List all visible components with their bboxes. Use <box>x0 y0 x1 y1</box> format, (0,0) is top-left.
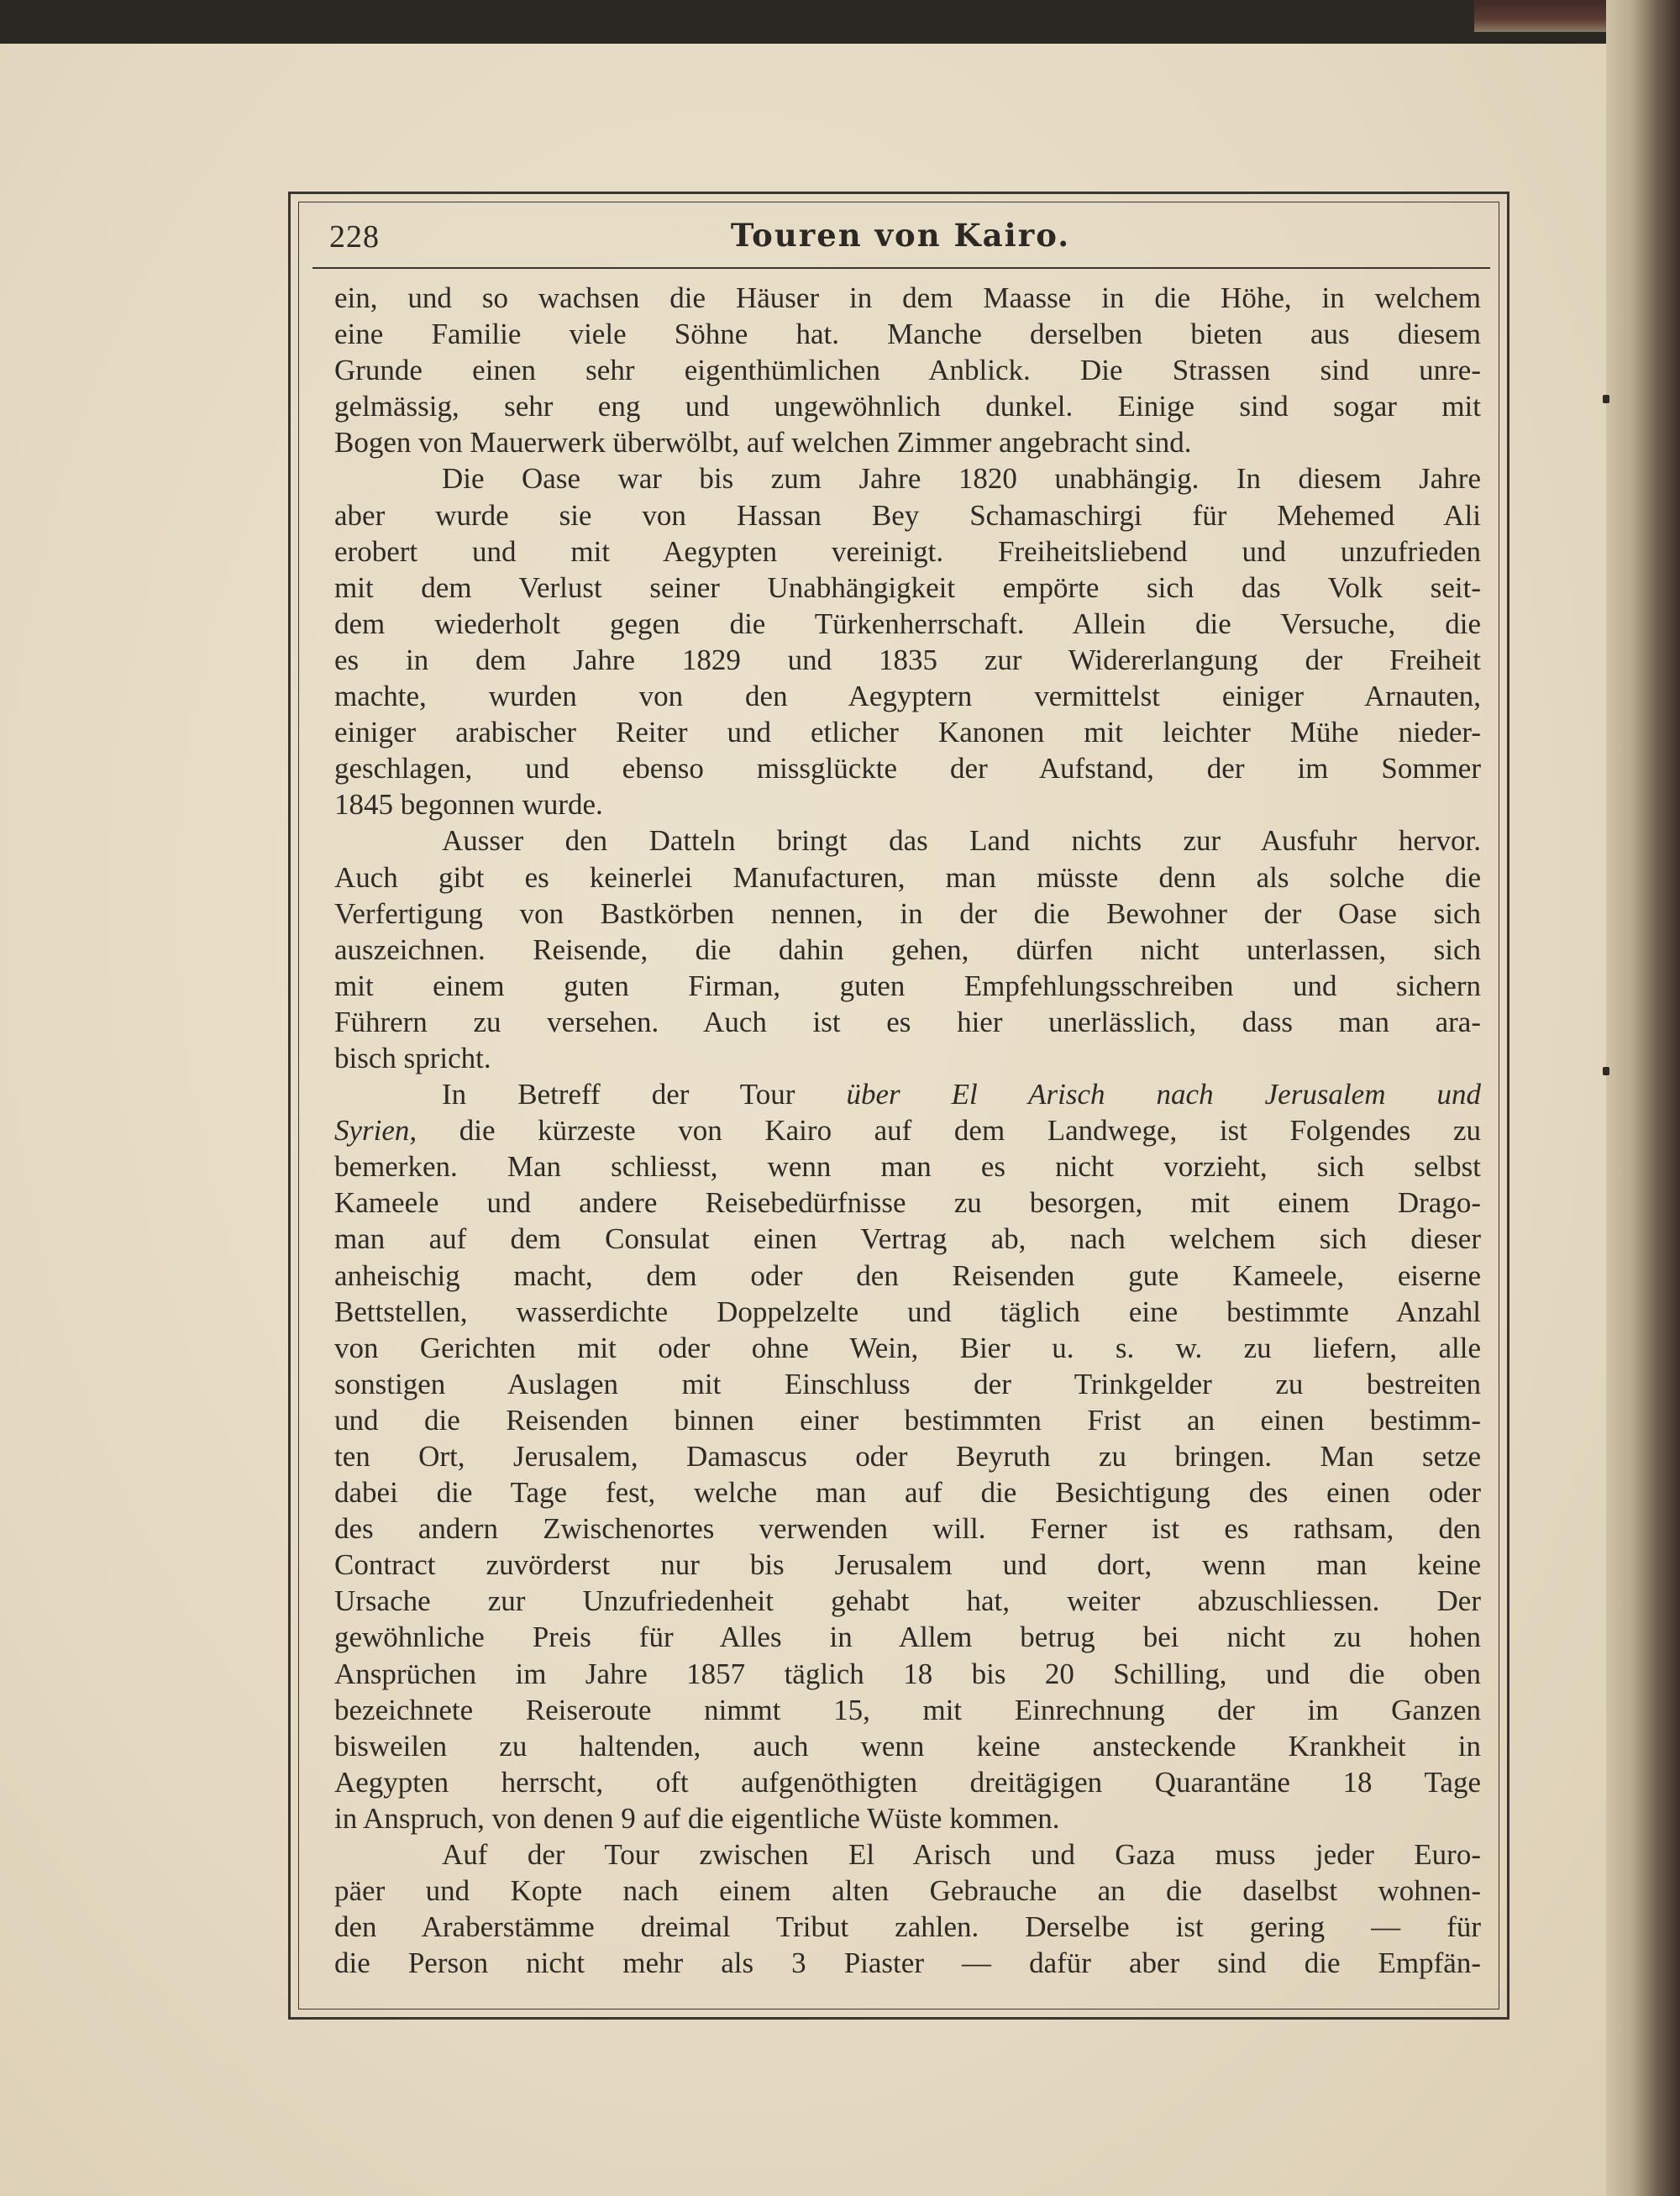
paragraph-start-line <box>334 1076 1481 1112</box>
text-line: dabei die Tage fest, welche man auf die Besichtigung des einen oder <box>334 1476 1481 1510</box>
text-line: aber wurde sie von Hassan Bey Schamaschirgi für Mehemed Ali <box>334 498 1481 532</box>
text-line: Verfertigung von Bastkörben nennen, in der die Bewohner der Oase sich <box>334 896 1481 930</box>
text-line: Auch gibt es keinerlei Manufacturen, man müsste denn als solche die <box>334 860 1481 894</box>
text-line: in Anspruch, von denen 9 auf die eigentliche Wüste kommen. <box>334 1801 1060 1835</box>
text-line: Contract zuvörderst nur bis Jerusalem und dort, wenn man keine <box>334 1548 1481 1582</box>
running-title: Touren von Kairo. <box>730 217 1071 254</box>
text-line: Kameele und andere Reisebedürfnisse zu besorgen, mit einem Drago- <box>334 1186 1481 1220</box>
text-line: mit einem guten Firman, guten Empfehlungsschreiben und sichern <box>334 969 1481 1002</box>
text-line: von Gerichten mit oder ohne Wein, Bier u. s. w. zu liefern, alle <box>334 1331 1481 1364</box>
header-rule <box>312 267 1490 269</box>
text-line: des andern Zwischenortes verwenden will. Ferner ist es rathsam, den <box>334 1512 1481 1546</box>
paragraph-start-line: Auf der Tour zwischen El Arisch und Gaza muss jeder Euro- <box>442 1838 1481 1872</box>
text-line: ten Ort, Jerusalem, Damascus oder Beyruth zu bringen. Man setze <box>334 1440 1481 1473</box>
text-line: mit dem Verlust seiner Unabhängigkeit empörte sich das Volk seit- <box>334 570 1481 604</box>
text-line: 1845 begonnen wurde. <box>334 788 603 822</box>
text-line: den Araberstämme dreimal Tribut zahlen. Derselbe ist gering — für <box>334 1910 1481 1944</box>
paragraph-start-line: Ausser den Datteln bringt das Land nichts zur Ausfuhr hervor. <box>442 824 1481 858</box>
text-line: auszeichnen. Reisende, die dahin gehen, dürfen nicht unterlassen, sich <box>334 933 1481 966</box>
italic-route-name: Syrien, <box>334 1114 417 1148</box>
text-line: päer und Kopte nach einem alten Gebrauche an die daselbst wohnen- <box>334 1874 1481 1908</box>
page-number: 228 <box>329 219 380 255</box>
text-line: Führern zu versehen. Auch ist es hier unerlässlich, dass man ara- <box>334 1005 1481 1038</box>
text-line: bezeichnete Reiseroute nimmt 15, mit Einrechnung der im Ganzen <box>334 1693 1481 1726</box>
text-line: bemerken. Man schliesst, wenn man es nicht vorzieht, sich selbst <box>334 1150 1481 1184</box>
text-line: Ursache zur Unzufriedenheit gehabt hat, weiter abzuschliessen. Der <box>334 1584 1481 1618</box>
text-line: erobert und mit Aegypten vereinigt. Freiheitsliebend und unzufrieden <box>334 534 1481 568</box>
text-line: anheischig macht, dem oder den Reisenden gute Kameele, eiserne <box>334 1258 1481 1292</box>
text-line <box>334 1112 1481 1148</box>
text-line: Grunde einen sehr eigenthümlichen Anblick. Die Strassen sind unre- <box>334 354 1481 387</box>
text-line: bisweilen zu haltenden, auch wenn keine ansteckende Krankheit in <box>334 1729 1481 1763</box>
text-line: Bogen von Mauerwerk überwölbt, auf welchen Zimmer angebracht sind. <box>334 426 1192 460</box>
text-line: Ansprüchen im Jahre 1857 täglich 18 bis 20 Schilling, und die oben <box>334 1657 1481 1690</box>
text-line: Aegypten herrscht, oft aufgenöthigten dreitägigen Quarantäne 18 Tage <box>334 1765 1481 1799</box>
book-gutter <box>1606 0 1680 2196</box>
text-line: sonstigen Auslagen mit Einschluss der Trinkgelder zu bestreiten <box>334 1367 1481 1400</box>
paragraph-start-line: Die Oase war bis zum Jahre 1820 unabhängig. In diesem Jahre <box>442 462 1481 496</box>
margin-mark <box>1603 1067 1609 1075</box>
text-line: gelmässig, sehr eng und ungewöhnlich dunkel. Einige sind sogar mit <box>334 390 1481 423</box>
text-line: gewöhnliche Preis für Alles in Allem betrug bei nicht zu hohen <box>334 1621 1481 1654</box>
text-line: geschlagen, und ebenso missglückte der Aufstand, der im Sommer <box>334 752 1481 785</box>
margin-mark <box>1603 395 1609 403</box>
text-line: eine Familie viele Söhne hat. Manche derselben bieten aus diesem <box>334 318 1481 351</box>
text-line: einiger arabischer Reiter und etlicher Kanonen mit leichter Mühe nieder- <box>334 716 1481 749</box>
text-line: machte, wurden von den Aegyptern vermittelst einiger Arnauten, <box>334 680 1481 713</box>
text-line: die Person nicht mehr als 3 Piaster — dafür aber sind die Empfän- <box>334 1946 1481 1980</box>
page-header <box>329 217 1472 260</box>
text-line: man auf dem Consulat einen Vertrag ab, nach welchem sich dieser <box>334 1222 1481 1256</box>
body-text <box>334 280 1481 1981</box>
text-line: bisch spricht. <box>334 1041 491 1074</box>
text-line: es in dem Jahre 1829 und 1835 zur Widererlangung der Freiheit <box>334 643 1481 676</box>
text-line: ein, und so wachsen die Häuser in dem Maasse in die Höhe, in welchem <box>334 281 1481 314</box>
text-line: Bettstellen, wasserdichte Doppelzelte und täglich eine bestimmte Anzahl <box>334 1295 1481 1328</box>
text-run: In Betreff der Tour <box>442 1078 795 1111</box>
text-run: die kürzeste von Kairo auf dem Landwege, ist Folgendes zu <box>459 1114 1482 1148</box>
text-line: und die Reisenden binnen einer bestimmten Frist an einen bestimm- <box>334 1403 1481 1437</box>
text-line: dem wiederholt gegen die Türkenherrschaft. Allein die Versuche, die <box>334 607 1481 640</box>
italic-route-name: über El Arisch nach Jerusalem und <box>846 1078 1482 1111</box>
